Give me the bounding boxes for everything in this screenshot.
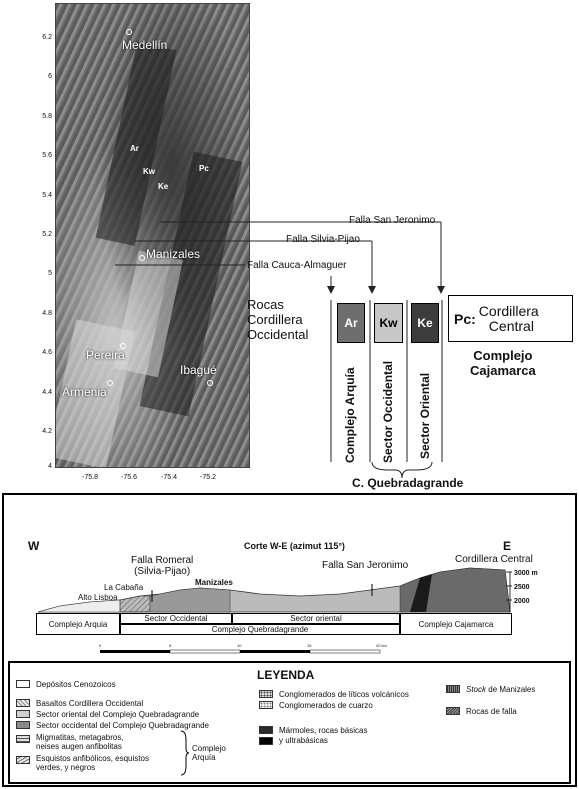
stock-rest: de Manizales — [486, 685, 536, 694]
legend-esquistos — [36, 754, 149, 772]
fault-label-silvia-pijao: Falla Silvia-Pijao — [286, 234, 360, 245]
city-label-pereira: Pereira — [86, 348, 125, 362]
legend-swatch-marmoles-2 — [259, 737, 273, 745]
section-title: Corte W-E (azimut 115°) — [244, 541, 345, 551]
y-tick: 4 — [48, 463, 52, 470]
legend-sector-occidental: Sector occidental del Complejo Quebradagrande — [36, 721, 209, 730]
box-kw: Kw — [374, 303, 403, 343]
row-sector-occidental: Sector Occidental — [120, 613, 232, 624]
scale-tick: 5 — [169, 643, 172, 648]
y-tick: 4.4 — [42, 389, 52, 396]
marmoles-line: y ultrabásicas — [279, 736, 328, 745]
cajamarca-line: Cajamarca — [470, 363, 536, 378]
romeral-line: Falla Romeral — [131, 555, 194, 566]
esquistos-line: verdes, y negros — [36, 763, 96, 772]
quebradagrande-label: C. Quebradagrande — [352, 476, 464, 490]
legend-migmatitas — [36, 733, 124, 751]
legend-swatch-sector-occidental — [16, 721, 30, 729]
y-tick: 5 — [48, 270, 52, 277]
map-unit-ar: Ar — [130, 144, 139, 153]
city-label-manizales: Manizales — [146, 247, 201, 261]
legend-swatch-depositos — [16, 680, 30, 688]
box-ke: Ke — [411, 303, 439, 343]
pc-name-line: Central — [488, 317, 534, 334]
y-tick: 5.4 — [42, 192, 52, 199]
legend-marmoles — [279, 726, 367, 746]
elev-2500: 2500 — [514, 584, 530, 591]
legend-swatch-stock — [446, 685, 460, 693]
cross-section-profile — [0, 560, 579, 616]
legend-swatch-rocas-falla — [446, 707, 460, 715]
map-unit-kw: Kw — [143, 167, 155, 176]
y-tick: 6.2 — [42, 34, 52, 41]
stock-italic: Stock — [466, 685, 487, 694]
legend-conglo-cuarzo: Conglomerados de cuarzo — [279, 701, 373, 710]
section-manizales-label: Manizales — [195, 578, 233, 587]
legend-swatch-esquistos — [16, 756, 30, 764]
legend-sector-oriental: Sector oriental del Complejo Quebradagrande — [36, 710, 200, 719]
y-tick: 4.8 — [42, 310, 52, 317]
elev-3000: 3000 m — [514, 570, 538, 577]
legend-stock — [466, 685, 535, 694]
section-san-jeronimo-label: Falla San Jeronimo — [322, 560, 409, 571]
sector-occidental-label: Sector Occidental — [381, 360, 395, 463]
legend-swatch-conglo-liticos — [259, 690, 273, 698]
map-unit-ke: Ke — [158, 182, 169, 191]
legend-depositos: Depósitos Cenozoicos — [36, 680, 116, 689]
row-complejo-quebradagrande: Complejo Quebradagrande — [120, 624, 400, 635]
esquistos-line: Esquistos anfibólicos, esquistos — [36, 754, 149, 763]
fault-label-cauca-almaguer: Falla Cauca-Almaguer — [247, 260, 347, 271]
legend-swatch-migmatitas — [16, 735, 30, 743]
rocas-line: Cordillera — [247, 312, 303, 327]
x-tick: -75.8 — [82, 474, 98, 481]
rocas-line: Occidental — [247, 327, 309, 342]
rocas-cordillera-occidental — [247, 297, 308, 342]
section-la-cabana-label: La Cabaña — [104, 583, 144, 592]
arquia-line: Complejo — [192, 744, 226, 753]
row-complejo-arquia: Complejo Arquia — [36, 613, 120, 635]
box-ar: Ar — [337, 303, 365, 343]
legend-title: LEYENDA — [257, 668, 315, 682]
romeral-line: (Silvia-Pijao) — [134, 566, 191, 577]
y-tick: 5.6 — [42, 152, 52, 159]
pc-name-line: Cordillera — [478, 302, 539, 319]
fault-label-san-jeronimo: Falla San Jeronimo — [349, 215, 436, 226]
y-tick: 5.2 — [42, 231, 52, 238]
scale-tick: 10 — [237, 643, 242, 648]
x-tick: -75.2 — [200, 474, 216, 481]
complejo-arquia-label: Complejo Arquía — [343, 367, 357, 463]
arquia-brace — [180, 730, 190, 776]
legend-swatch-marmoles-1 — [259, 726, 273, 734]
map-unit-pc: Pc — [199, 164, 209, 173]
y-tick: 6 — [48, 73, 52, 80]
city-label-ibague: Ibagué — [180, 363, 217, 377]
scale-bar — [100, 648, 400, 656]
marmoles-line: Mármoles, rocas básicas — [279, 726, 368, 735]
sector-oriental-label: Sector Oriental — [418, 372, 432, 459]
section-west-label: W — [28, 539, 40, 553]
legend-conglo-liticos: Conglomerados de líticos volcánicos — [279, 690, 409, 699]
y-tick: 4.6 — [42, 349, 52, 356]
legend-rocas-falla: Rocas de falla — [466, 707, 517, 716]
x-tick: -75.4 — [161, 474, 177, 481]
city-label-medellin: Medellín — [122, 38, 168, 52]
legend-swatch-basaltos — [16, 699, 30, 707]
legend-swatch-conglo-cuarzo — [259, 701, 273, 709]
x-tick: -75.6 — [121, 474, 137, 481]
pc-prefix: Pc: — [454, 310, 476, 327]
migmatitas-line: neises augen anfibolitas — [36, 742, 122, 751]
section-cordillera-central-label: Cordillera Central — [455, 554, 533, 565]
migmatitas-line: Migmatitas, metagabros, — [36, 733, 124, 742]
y-tick: 4.2 — [42, 428, 52, 435]
scale-tick: 15 — [307, 643, 312, 648]
arquia-line: Arquía — [192, 753, 216, 762]
cajamarca-line: Complejo — [473, 348, 533, 363]
complejo-cajamarca-label — [470, 348, 536, 378]
legend-basaltos: Basaltos Cordillera Occidental — [36, 699, 144, 708]
section-east-label: E — [503, 539, 512, 553]
pc-name — [479, 304, 539, 334]
scale-tick: 20 km — [376, 643, 387, 648]
legend-complejo-arquia — [192, 744, 226, 762]
legend-swatch-sector-oriental — [16, 710, 30, 718]
rocas-line: Rocas — [247, 297, 284, 312]
box-pc — [448, 295, 573, 342]
y-tick: 5.8 — [42, 113, 52, 120]
row-sector-oriental: Sector oriental — [232, 613, 400, 624]
city-label-armenia: Armenia — [62, 385, 107, 399]
scale-tick: 0 — [99, 643, 102, 648]
section-alto-lisboa-label: Alto Lisboa — [78, 593, 118, 602]
elev-2000: 2000 — [514, 598, 530, 605]
row-complejo-cajamarca: Complejo Cajamarca — [400, 613, 512, 635]
